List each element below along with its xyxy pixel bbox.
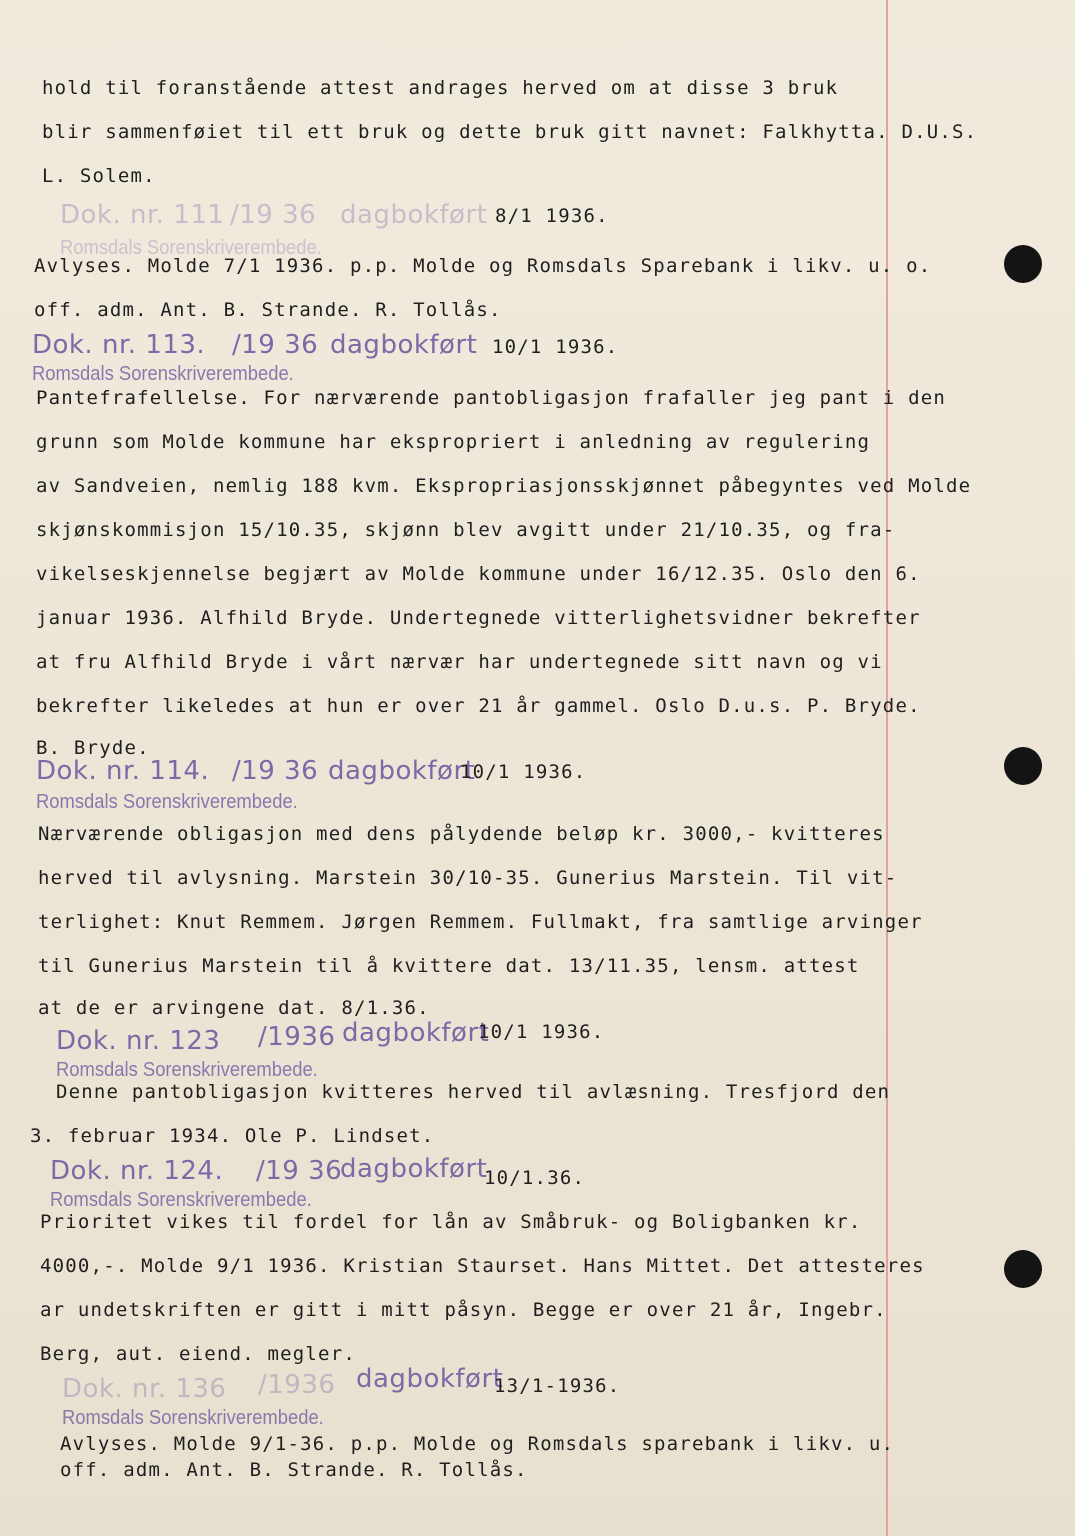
binder-hole [1004,747,1042,785]
stamp-year: /1936 [258,1022,336,1052]
text-line: 3. februar 1934. Ole P. Lindset. [30,1125,435,1147]
stamp-booked-label: dagbokført [340,1154,488,1184]
text-line: off. adm. Ant. B. Strande. R. Tollås. [34,299,502,321]
stamp-year: /19 36 [232,756,319,786]
text-line: bekrefter likeledes at hun er over 21 år gammel. Oslo D.u.s. P. Bryde. [36,695,921,717]
stamp-office: Romsdals Sorenskriverembede. [62,1407,324,1429]
text-line: 4000,-. Molde 9/1 1936. Kristian Staurset. Hans Mittet. Det attesteres [40,1255,925,1277]
text-line: januar 1936. Alfhild Bryde. Undertegnede vitterlighetsvidner bekrefter [36,607,921,629]
text-line: vikelseskjennelse begjært av Molde kommune under 16/12.35. Oslo den 6. [36,563,921,585]
text-line: Avlyses. Molde 7/1 1936. p.p. Molde og Romsdals Sparebank i likv. u. o. [34,255,932,277]
text-line: hold til foranstående attest andrages herved om at disse 3 bruk [42,77,839,99]
text-line: Berg, aut. eiend. megler. [40,1343,356,1365]
stamp-doc-number: Dok. nr. 111 [60,200,225,230]
stamp-booked-label: dagbokført [356,1364,504,1394]
text-line: Pantefrafellelse. For nærværende pantobligasjon frafaller jeg pant i den [36,387,947,409]
text-line: Nærværende obligasjon med dens pålydende beløp kr. 3000,- kvitteres [38,823,885,845]
stamp-office: Romsdals Sorenskriverembede. [60,237,322,259]
text-line: B. Bryde. [36,737,150,759]
stamp-year: /1936 [258,1370,336,1400]
stamp-year: /19 36 [256,1156,343,1186]
text-line: herved til avlysning. Marstein 30/10-35. Gunerius Marstein. Til vit- [38,867,898,889]
stamp-office: Romsdals Sorenskriverembede. [32,363,294,385]
binder-hole [1004,245,1042,283]
stamp-booked-label: dagbokført [342,1018,490,1048]
text-line: av Sandveien, nemlig 188 kvm. Ekspropriasjonsskjønnet påbegyntes ved Molde [36,475,972,497]
stamp-year: /19 36 [230,200,317,230]
stamp-doc-number: Dok. nr. 114. [36,756,210,786]
stamp-office: Romsdals Sorenskriverembede. [56,1059,318,1081]
text-line: Prioritet vikes til fordel for lån av Småbruk- og Boligbanken kr. [40,1211,862,1233]
stamp-office: Romsdals Sorenskriverembede. [50,1189,312,1211]
text-line: L. Solem. [42,165,156,187]
stamp-doc-number: Dok. nr. 123 [56,1026,221,1056]
text-line: off. adm. Ant. B. Strande. R. Tollås. [60,1459,528,1481]
text-line: grunn som Molde kommune har ekspropriert i anledning av regulering [36,431,871,453]
entry-date: 10/1.36. [484,1167,586,1189]
stamp-booked-label: dagbokført [340,200,488,230]
text-line: ar undetskriften er gitt i mitt påsyn. Begge er over 21 år, Ingebr. [40,1299,887,1321]
text-line: skjønskommisjon 15/10.35, skjønn blev avgitt under 21/10.35, og fra- [36,519,896,541]
text-line: Denne pantobligasjon kvitteres herved til avlæsning. Tresfjord den [56,1081,891,1103]
text-line: at fru Alfhild Bryde i vårt nærvær har undertegnede sitt navn og vi [36,651,883,673]
stamp-office: Romsdals Sorenskriverembede. [36,791,298,813]
stamp-year: /19 36 [232,330,319,360]
entry-date: 10/1 1936. [460,761,587,783]
entry-date: 10/1 1936. [492,336,619,358]
entry-date: 13/1-1936. [494,1375,621,1397]
binder-hole [1004,1250,1042,1288]
text-line: Avlyses. Molde 9/1-36. p.p. Molde og Romsdals sparebank i likv. u. [60,1433,895,1455]
stamp-doc-number: Dok. nr. 113. [32,330,206,360]
stamp-doc-number: Dok. nr. 136 [62,1374,227,1404]
stamp-booked-label: dagbokført [330,330,478,360]
text-line: terlighet: Knut Remmem. Jørgen Remmem. Fullmakt, fra samtlige arvinger [38,911,923,933]
stamp-booked-label: dagbokført [328,756,476,786]
text-line: blir sammenføiet til ett bruk og dette bruk gitt navnet: Falkhytta. D.U.S. [42,121,978,143]
entry-date: 8/1 1936. [495,205,609,227]
text-line: til Gunerius Marstein til å kvittere dat. 13/11.35, lensm. attest [38,955,860,977]
stamp-doc-number: Dok. nr. 124. [50,1156,224,1186]
entry-date: 10/1 1936. [478,1021,605,1043]
text-line: at de er arvingene dat. 8/1.36. [38,997,430,1019]
